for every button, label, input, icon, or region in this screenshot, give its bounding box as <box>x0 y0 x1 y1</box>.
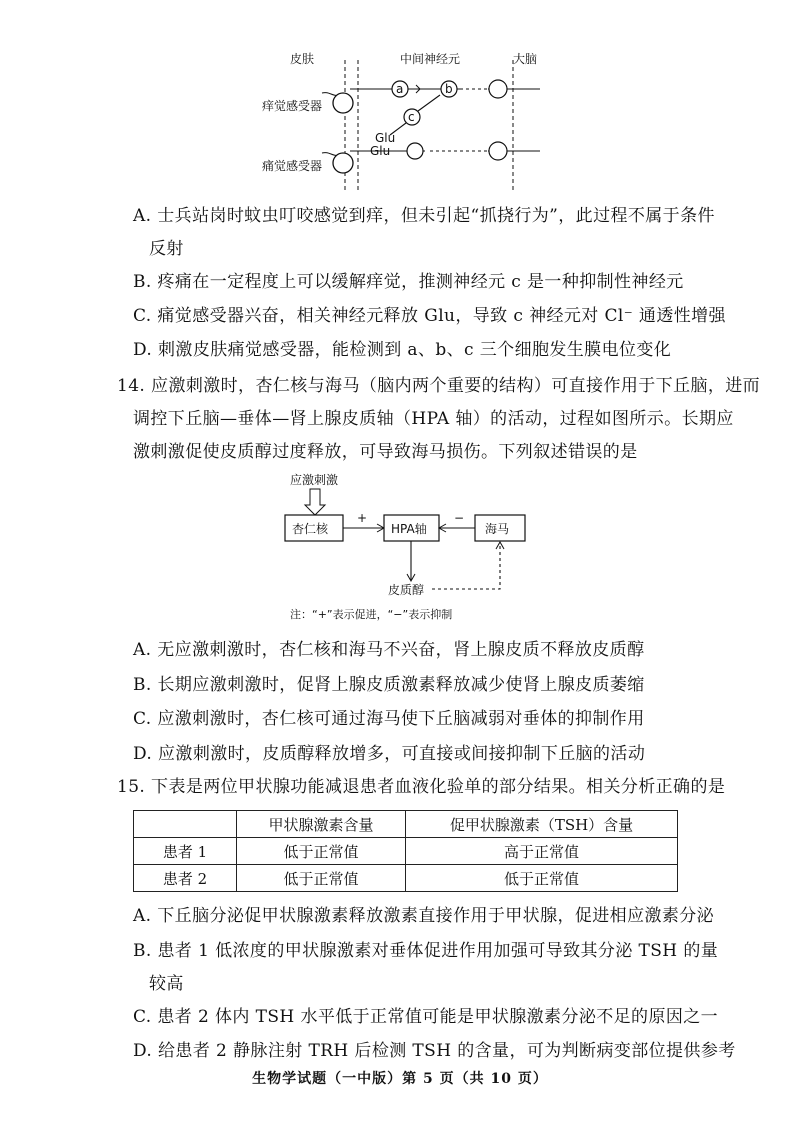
glu-lower: Glu <box>370 144 391 158</box>
neuron-b-label: b <box>445 82 453 96</box>
diagram-note: 注：“+”表示促进，“−”表示抑制 <box>290 608 453 621</box>
q15-option-b-cont: 较高 <box>149 974 184 994</box>
pain-receptor-cell <box>333 153 353 173</box>
neuron-a-label: a <box>396 82 404 96</box>
table-header-cell: 甲状腺激素含量 <box>237 811 406 838</box>
table-cell: 低于正常值 <box>237 838 406 865</box>
q13-option-b: B. 疼痛在一定程度上可以缓解痒觉，推测神经元 c 是一种抑制性神经元 <box>133 272 684 292</box>
hippocampus-label: 海马 <box>485 522 510 536</box>
table-header-cell: 促甲状腺激素（TSH）含量 <box>406 811 678 838</box>
hpa-label: HPA轴 <box>391 522 427 536</box>
q15-stem: 15. 下表是两位甲状腺功能减退患者血液化验单的部分结果。相关分析正确的是 <box>117 777 726 797</box>
table-cell: 低于正常值 <box>406 865 678 892</box>
neuron-pathway-diagram <box>262 45 560 195</box>
q15-option-a: A. 下丘脑分泌促甲状腺激素释放激素直接作用于甲状腺，促进相应激素分泌 <box>133 906 715 926</box>
table-header-row <box>134 811 678 838</box>
stimulus-label: 应激刺激 <box>290 473 339 487</box>
label-itch-receptor: 痒觉感受器 <box>262 99 323 113</box>
q13-option-a-cont: 反射 <box>149 239 184 259</box>
plus-sign: + <box>357 511 368 525</box>
hpa-axis-diagram <box>270 470 550 625</box>
q14-stem-line-1: 14. 应激刺激时，杏仁核与海马（脑内两个重要的结构）可直接作用于下丘脑，进而 <box>117 376 761 396</box>
q15-option-c: C. 患者 2 体内 TSH 水平低于正常值可能是甲状腺激素分泌不足的原因之一 <box>133 1007 719 1027</box>
cortisol-label: 皮质醇 <box>388 583 425 597</box>
q14-stem-line-2: 调控下丘脑—垂体—肾上腺皮质轴（HPA 轴）的活动，过程如图所示。长期应 <box>133 409 734 429</box>
q14-option-b: B. 长期应激刺激时，促肾上腺皮质激素释放减少使肾上腺皮质萎缩 <box>133 675 645 695</box>
itch-receptor-cell <box>333 93 353 113</box>
neuron-c-label: c <box>408 110 415 124</box>
lab-results-table <box>133 810 678 892</box>
q13-option-c: C. 痛觉感受器兴奋，相关神经元释放 Glu，导致 c 神经元对 Cl⁻ 通透性增强 <box>133 306 726 326</box>
label-pain-receptor: 痛觉感受器 <box>262 159 323 173</box>
table-cell: 低于正常值 <box>237 865 406 892</box>
table-cell: 高于正常值 <box>406 838 678 865</box>
table-cell: 患者 2 <box>134 865 237 892</box>
table-row <box>134 838 678 865</box>
q14-option-c: C. 应激刺激时，杏仁核可通过海马使下丘脑减弱对垂体的抑制作用 <box>133 709 645 729</box>
table-header-cell <box>134 811 237 838</box>
q13-option-d: D. 刺激皮肤痛觉感受器，能检测到 a、b、c 三个细胞发生膜电位变化 <box>133 340 672 360</box>
q15-option-d: D. 给患者 2 静脉注射 TRH 后检测 TSH 的含量，可为判断病变部位提供参考 <box>133 1041 736 1061</box>
q14-option-d: D. 应激刺激时，皮质醇释放增多，可直接或间接抑制下丘脑的活动 <box>133 744 646 764</box>
q14-stem-line-3: 激刺激促使皮质醇过度释放，可导致海马损伤。下列叙述错误的是 <box>133 442 638 462</box>
page-footer: 生物学试题（一中版）第 5 页（共 10 页） <box>252 1071 548 1087</box>
label-interneuron: 中间神经元 <box>400 52 461 66</box>
q13-option-a: A. 士兵站岗时蚊虫叮咬感觉到痒，但未引起“抓挠行为”，此过程不属于条件 <box>133 206 715 226</box>
table-cell: 患者 1 <box>134 838 237 865</box>
label-skin: 皮肤 <box>290 52 315 66</box>
q15-option-b: B. 患者 1 低浓度的甲状腺激素对垂体促进作用加强可导致其分泌 TSH 的量 <box>133 941 719 961</box>
glu-upper: Glu <box>375 131 396 145</box>
table-row <box>134 865 678 892</box>
label-brain: 大脑 <box>513 52 538 66</box>
q14-option-a: A. 无应激刺激时，杏仁核和海马不兴奋，肾上腺皮质不释放皮质醇 <box>133 640 645 660</box>
amygdala-label: 杏仁核 <box>292 522 329 536</box>
stimulus-arrow <box>305 489 325 515</box>
minus-sign: − <box>454 511 465 525</box>
